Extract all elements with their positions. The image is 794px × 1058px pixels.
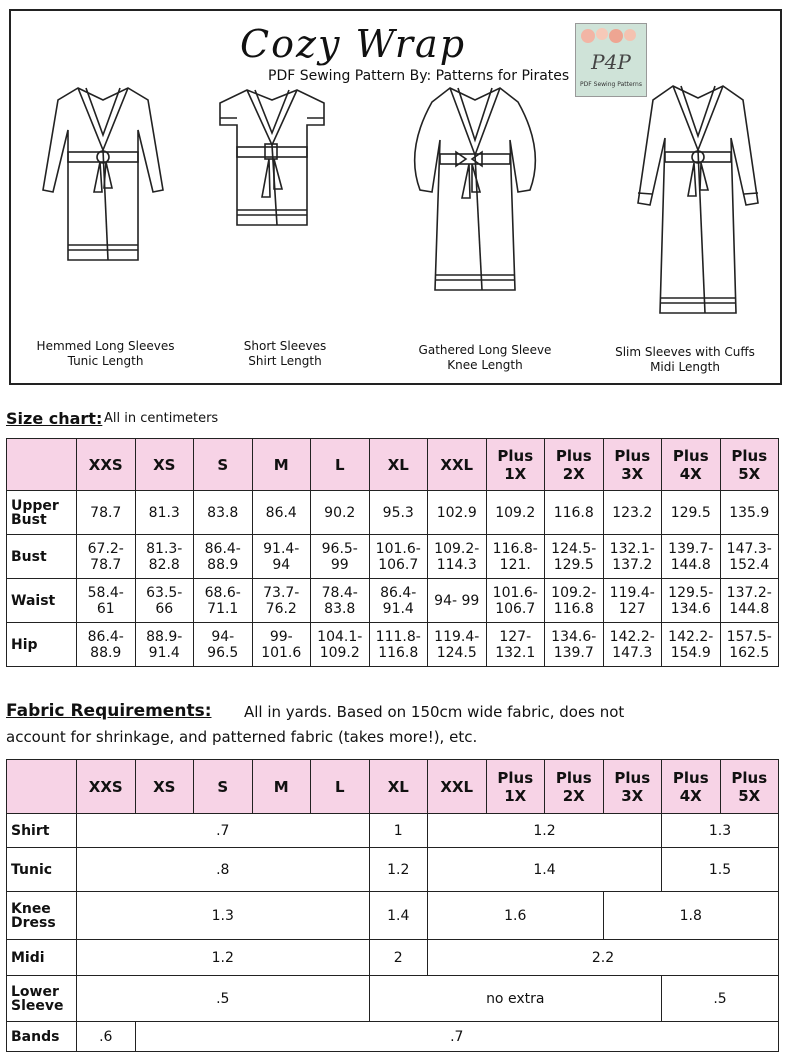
table-cell: 157.5- 162.5 xyxy=(720,623,779,667)
table-cell: 1.3 xyxy=(77,892,370,940)
size-header: Plus 5X xyxy=(720,439,779,491)
garment-short-sleeve-icon xyxy=(212,85,332,235)
size-header: XL xyxy=(369,760,428,814)
row-label: Shirt xyxy=(7,814,77,848)
size-header: S xyxy=(194,760,253,814)
size-header: XL xyxy=(369,439,428,491)
table-cell: 119.4- 124.5 xyxy=(428,623,487,667)
table-cell: 134.6- 139.7 xyxy=(545,623,604,667)
table-cell: 101.6- 106.7 xyxy=(369,535,428,579)
fabric-note-line1: All in yards. Based on 150cm wide fabric, does not xyxy=(244,703,625,721)
row-label: Midi xyxy=(7,940,77,976)
row-label: Lower Sleeve xyxy=(7,976,77,1022)
row-label: Bands xyxy=(7,1022,77,1052)
size-header: Plus 5X xyxy=(720,760,779,814)
table-cell: 86.4- 88.9 xyxy=(77,623,136,667)
size-header: Plus 4X xyxy=(662,439,721,491)
fabric-table xyxy=(6,759,779,1052)
size-header: Plus 1X xyxy=(486,439,545,491)
table-cell: 86.4- 91.4 xyxy=(369,579,428,623)
table-cell: 83.8 xyxy=(194,491,253,535)
row-label: Tunic xyxy=(7,848,77,892)
table-cell: .5 xyxy=(77,976,370,1022)
table-cell: 67.2- 78.7 xyxy=(77,535,136,579)
size-header: Plus 3X xyxy=(603,760,662,814)
table-cell: 132.1- 137.2 xyxy=(603,535,662,579)
fabric-row-lower-sleeve xyxy=(7,976,779,1022)
size-row-waist xyxy=(7,579,779,623)
size-header: M xyxy=(252,439,311,491)
table-cell: 86.4- 88.9 xyxy=(194,535,253,579)
view-caption-3: Gathered Long Sleeve Knee Length xyxy=(418,343,552,372)
table-cell: 135.9 xyxy=(720,491,779,535)
size-chart-note: All in centimeters xyxy=(104,411,219,426)
size-chart-header-row xyxy=(7,439,779,491)
table-cell: 124.5- 129.5 xyxy=(545,535,604,579)
table-cell: 91.4- 94 xyxy=(252,535,311,579)
table-cell: 81.3- 82.8 xyxy=(135,535,194,579)
table-cell: 139.7- 144.8 xyxy=(662,535,721,579)
table-cell: 1.2 xyxy=(428,814,662,848)
garment-gathered-sleeve-icon xyxy=(400,80,550,305)
row-label: Upper Bust xyxy=(7,491,77,535)
table-cell: 78.7 xyxy=(77,491,136,535)
table-cell: 1.3 xyxy=(662,814,779,848)
table-cell: 1.5 xyxy=(662,848,779,892)
table-cell: 123.2 xyxy=(603,491,662,535)
table-cell: 119.4- 127 xyxy=(603,579,662,623)
size-header: XS xyxy=(135,439,194,491)
fabric-title: Fabric Requirements: xyxy=(6,701,212,721)
size-header: Plus 4X xyxy=(662,760,721,814)
table-cell: 116.8- 121. xyxy=(486,535,545,579)
fabric-row-shirt xyxy=(7,814,779,848)
table-cell: 58.4- 61 xyxy=(77,579,136,623)
table-cell: 95.3 xyxy=(369,491,428,535)
table-cell: 142.2- 154.9 xyxy=(662,623,721,667)
table-cell: 2 xyxy=(369,940,428,976)
table-cell: 1.4 xyxy=(428,848,662,892)
table-cell: 142.2- 147.3 xyxy=(603,623,662,667)
size-header: S xyxy=(194,439,253,491)
size-header: XXS xyxy=(77,760,136,814)
view-caption-4: Slim Sleeves with Cuffs Midi Length xyxy=(615,345,755,374)
table-cell: 73.7- 76.2 xyxy=(252,579,311,623)
table-cell: 137.2- 144.8 xyxy=(720,579,779,623)
size-header: XXS xyxy=(77,439,136,491)
table-cell: 129.5- 134.6 xyxy=(662,579,721,623)
size-header: L xyxy=(311,439,370,491)
table-cell: 104.1- 109.2 xyxy=(311,623,370,667)
row-label: Knee Dress xyxy=(7,892,77,940)
table-cell: 1.2 xyxy=(77,940,370,976)
size-header: XXL xyxy=(428,760,487,814)
size-header: Plus 2X xyxy=(545,439,604,491)
table-cell: 63.5- 66 xyxy=(135,579,194,623)
row-label: Bust xyxy=(7,535,77,579)
garment-slim-cuff-sleeve-icon xyxy=(628,78,768,323)
table-cell: 109.2 xyxy=(486,491,545,535)
table-cell: .5 xyxy=(662,976,779,1022)
table-cell: 68.6- 71.1 xyxy=(194,579,253,623)
fabric-row-tunic xyxy=(7,848,779,892)
table-cell: .8 xyxy=(77,848,370,892)
table-cell: 147.3- 152.4 xyxy=(720,535,779,579)
table-cell: 90.2 xyxy=(311,491,370,535)
pattern-subtitle: PDF Sewing Pattern By: Patterns for Pirates xyxy=(268,68,570,84)
table-cell: 88.9- 91.4 xyxy=(135,623,194,667)
fabric-header-row xyxy=(7,760,779,814)
table-cell: 2.2 xyxy=(428,940,779,976)
table-cell: 102.9 xyxy=(428,491,487,535)
size-header: XS xyxy=(135,760,194,814)
size-header: M xyxy=(252,760,311,814)
fabric-row-midi xyxy=(7,940,779,976)
table-cell: 109.2- 114.3 xyxy=(428,535,487,579)
flower-icon xyxy=(580,27,640,45)
table-cell: 1.8 xyxy=(603,892,779,940)
table-cell: 1.2 xyxy=(369,848,428,892)
size-header: XXL xyxy=(428,439,487,491)
table-cell: 81.3 xyxy=(135,491,194,535)
fabric-note-line2: account for shrinkage, and patterned fabric (takes more!), etc. xyxy=(6,728,478,746)
table-cell: no extra xyxy=(369,976,662,1022)
brand-logo: P4P PDF Sewing Patterns xyxy=(575,23,647,97)
table-cell: 94- 99 xyxy=(428,579,487,623)
table-cell: 116.8 xyxy=(545,491,604,535)
table-cell: .7 xyxy=(135,1022,779,1052)
size-row-bust xyxy=(7,535,779,579)
table-cell: 1.4 xyxy=(369,892,428,940)
table-cell: 111.8- 116.8 xyxy=(369,623,428,667)
size-header: L xyxy=(311,760,370,814)
size-header: Plus 3X xyxy=(603,439,662,491)
table-cell: 109.2- 116.8 xyxy=(545,579,604,623)
table-cell: 1 xyxy=(369,814,428,848)
fabric-row-bands xyxy=(7,1022,779,1052)
table-cell: 99- 101.6 xyxy=(252,623,311,667)
table-cell: 86.4 xyxy=(252,491,311,535)
table-cell: .6 xyxy=(77,1022,136,1052)
size-chart-title: Size chart: xyxy=(6,409,103,428)
row-label: Waist xyxy=(7,579,77,623)
pattern-title: Cozy Wrap xyxy=(240,22,467,66)
size-row-upper-bust xyxy=(7,491,779,535)
table-cell: 129.5 xyxy=(662,491,721,535)
fabric-row-knee-dress xyxy=(7,892,779,940)
size-row-hip xyxy=(7,623,779,667)
garment-hemmed-long-sleeve-icon xyxy=(38,80,168,280)
table-cell: 94- 96.5 xyxy=(194,623,253,667)
table-cell: .7 xyxy=(77,814,370,848)
table-cell: 127- 132.1 xyxy=(486,623,545,667)
view-caption-1: Hemmed Long Sleeves Tunic Length xyxy=(36,339,175,368)
row-label: Hip xyxy=(7,623,77,667)
table-cell: 1.6 xyxy=(428,892,604,940)
table-cell: 101.6- 106.7 xyxy=(486,579,545,623)
table-cell: 78.4- 83.8 xyxy=(311,579,370,623)
size-header: Plus 2X xyxy=(545,760,604,814)
table-cell: 96.5- 99 xyxy=(311,535,370,579)
size-header: Plus 1X xyxy=(486,760,545,814)
view-caption-2: Short Sleeves Shirt Length xyxy=(243,339,327,368)
size-chart-table xyxy=(6,438,779,667)
